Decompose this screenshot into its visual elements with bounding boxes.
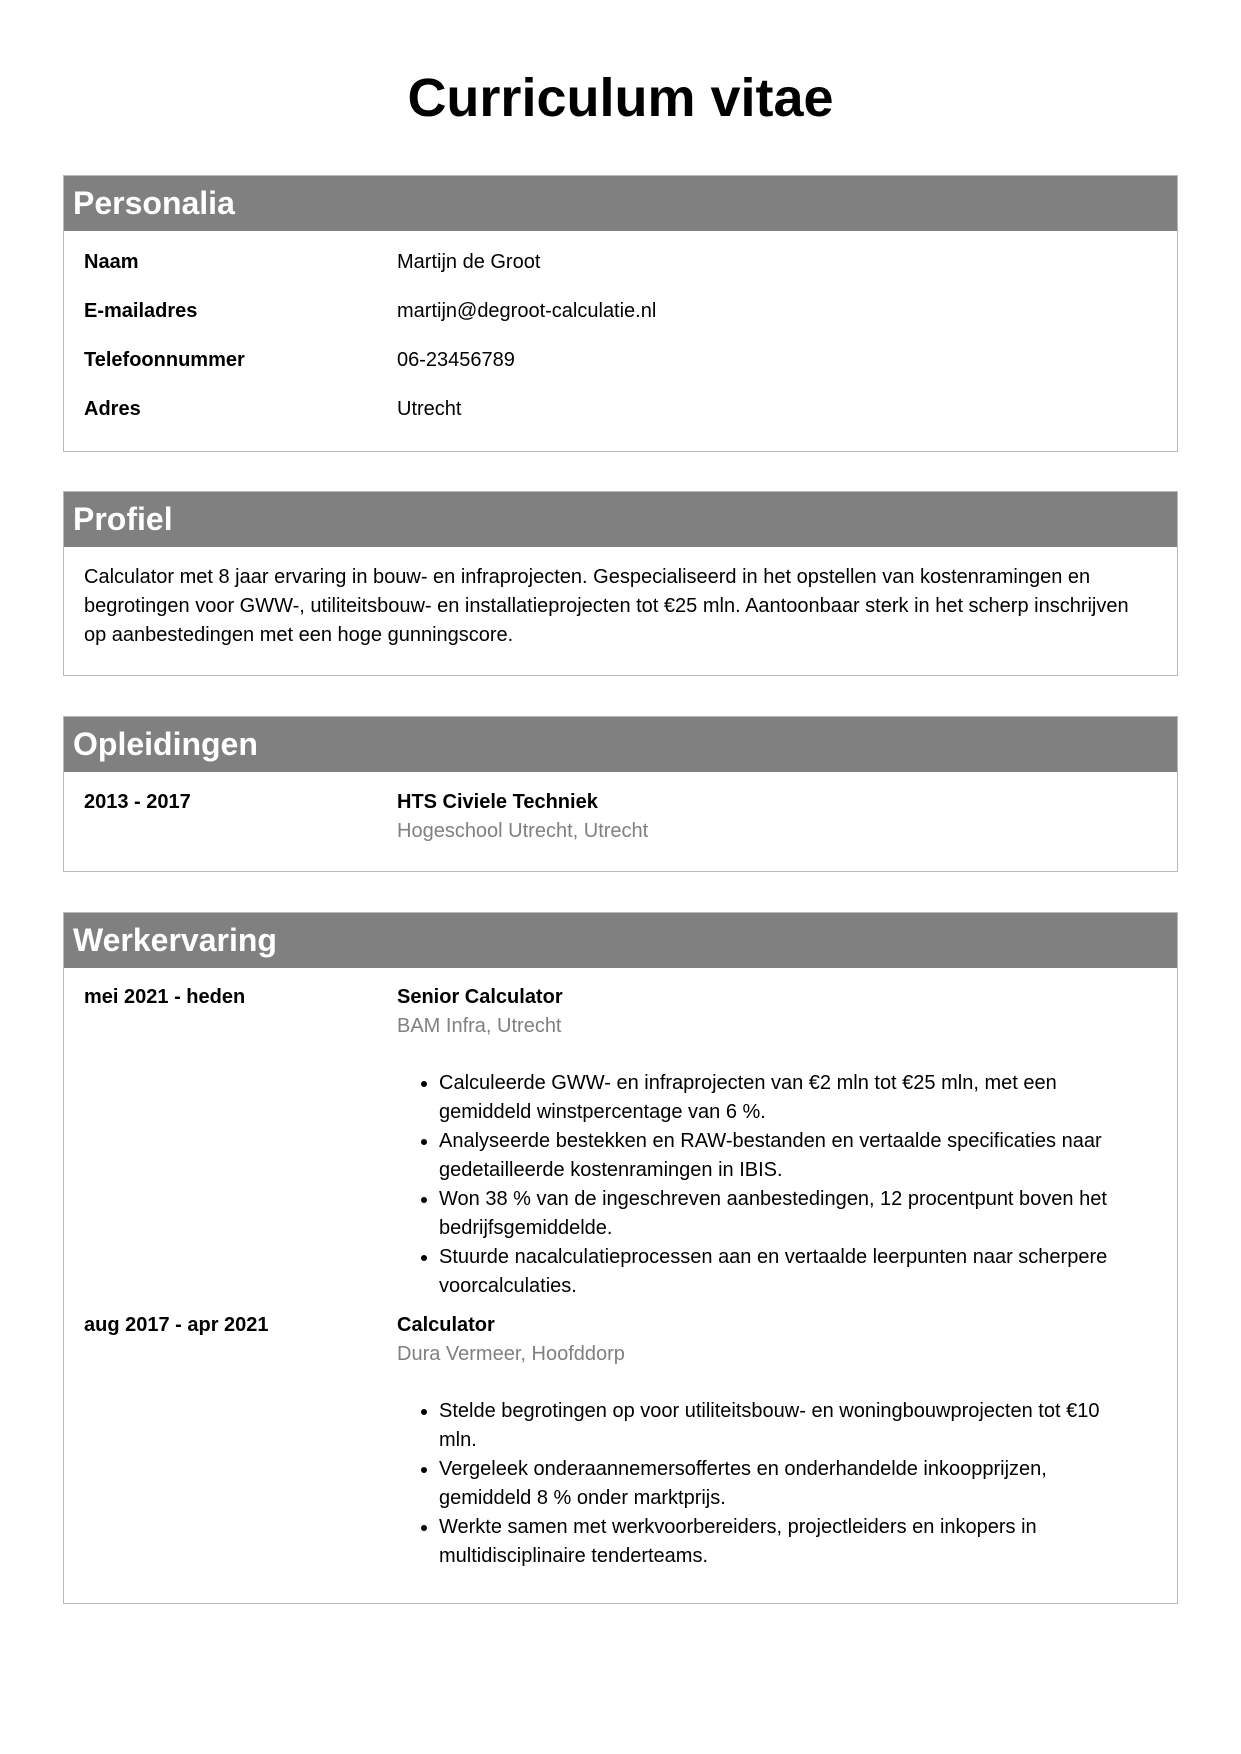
work-bullet: • Vergeleek onderaannemersoffertes en onderhandelde inkoopprijzen, gemiddeld 8 % onder marktprijs.: [439, 1455, 1157, 1513]
personalia-value-name: Martijn de Groot: [397, 251, 541, 273]
work-entry: [84, 983, 1157, 1301]
personalia-label: Telefoonnummer: [84, 349, 245, 371]
education-title: HTS Civiele Techniek: [397, 791, 598, 813]
work-title: Calculator: [397, 1314, 495, 1336]
page-title: Curriculum vitae: [407, 68, 834, 128]
work-bullet: • Werkte samen met werkvoorbereiders, projectleiders en inkopers in multidisciplinaire tenderteams.: [439, 1513, 1157, 1571]
work-bullet: • Calculeerde GWW- en infraprojecten van €2 mln tot €25 mln, met een gemiddeld winstpercentage van 6 %.: [439, 1069, 1157, 1127]
work-bullet: • Won 38 % van de ingeschreven aanbestedingen, 12 procentpunt boven het bedrijfsgemiddelde.: [439, 1185, 1157, 1243]
section-heading-opleidingen: Opleidingen: [64, 717, 1177, 772]
personalia-label: Adres: [84, 398, 141, 420]
work-title: Senior Calculator: [397, 986, 563, 1008]
education-period: 2013 - 2017: [84, 791, 191, 813]
personalia-row-address: [84, 395, 1157, 424]
work-bullet-list: [397, 1069, 1157, 1301]
section-personalia: [63, 175, 1178, 452]
personalia-value-email: martijn@degroot-calculatie.nl: [397, 300, 657, 322]
section-werkervaring: [63, 912, 1178, 1604]
work-entry: [84, 1311, 1157, 1571]
work-company: Dura Vermeer, Hoofddorp: [397, 1343, 625, 1365]
work-company: BAM Infra, Utrecht: [397, 1015, 562, 1037]
personalia-row-email: [84, 297, 1157, 326]
education-institution: Hogeschool Utrecht, Utrecht: [397, 820, 649, 842]
work-bullet: • Stuurde nacalculatieprocessen aan en vertaalde leerpunten naar scherpere voorcalculaties.: [439, 1243, 1157, 1301]
personalia-label: E-mailadres: [84, 300, 198, 322]
work-period: aug 2017 - apr 2021: [84, 1314, 269, 1336]
section-heading-profiel: Profiel: [64, 492, 1177, 547]
personalia-value-phone: 06-23456789: [397, 349, 515, 371]
section-heading-personalia: Personalia: [64, 176, 1177, 231]
personalia-label: Naam: [84, 251, 139, 273]
work-bullet: • Stelde begrotingen op voor utiliteitsbouw- en woningbouwprojecten tot €10 mln.: [439, 1397, 1157, 1455]
profile-text: Calculator met 8 jaar ervaring in bouw- en infraprojecten. Gespecialiseerd in het opstellen van kostenramingen en begrotingen voor GWW-, utiliteitsbouw- en installatieprojecten tot €25 mln. Aantoonbaar sterk in het scherp inschrijven op aanbestedingen met een hoge gunningscore.: [84, 566, 1129, 646]
section-opleidingen: [63, 716, 1178, 872]
section-heading-werkervaring: Werkervaring: [64, 913, 1177, 968]
personalia-row-naam: [84, 248, 1157, 277]
section-profiel: [63, 491, 1178, 676]
work-bullet-list: [397, 1397, 1157, 1571]
personalia-value-address: Utrecht: [397, 398, 462, 420]
personalia-row-phone: [84, 346, 1157, 375]
education-entry: [84, 788, 1157, 846]
work-bullet: • Analyseerde bestekken en RAW-bestanden en vertaalde specificaties naar gedetailleerde kostenramingen in IBIS.: [439, 1127, 1157, 1185]
work-period: mei 2021 - heden: [84, 986, 246, 1008]
